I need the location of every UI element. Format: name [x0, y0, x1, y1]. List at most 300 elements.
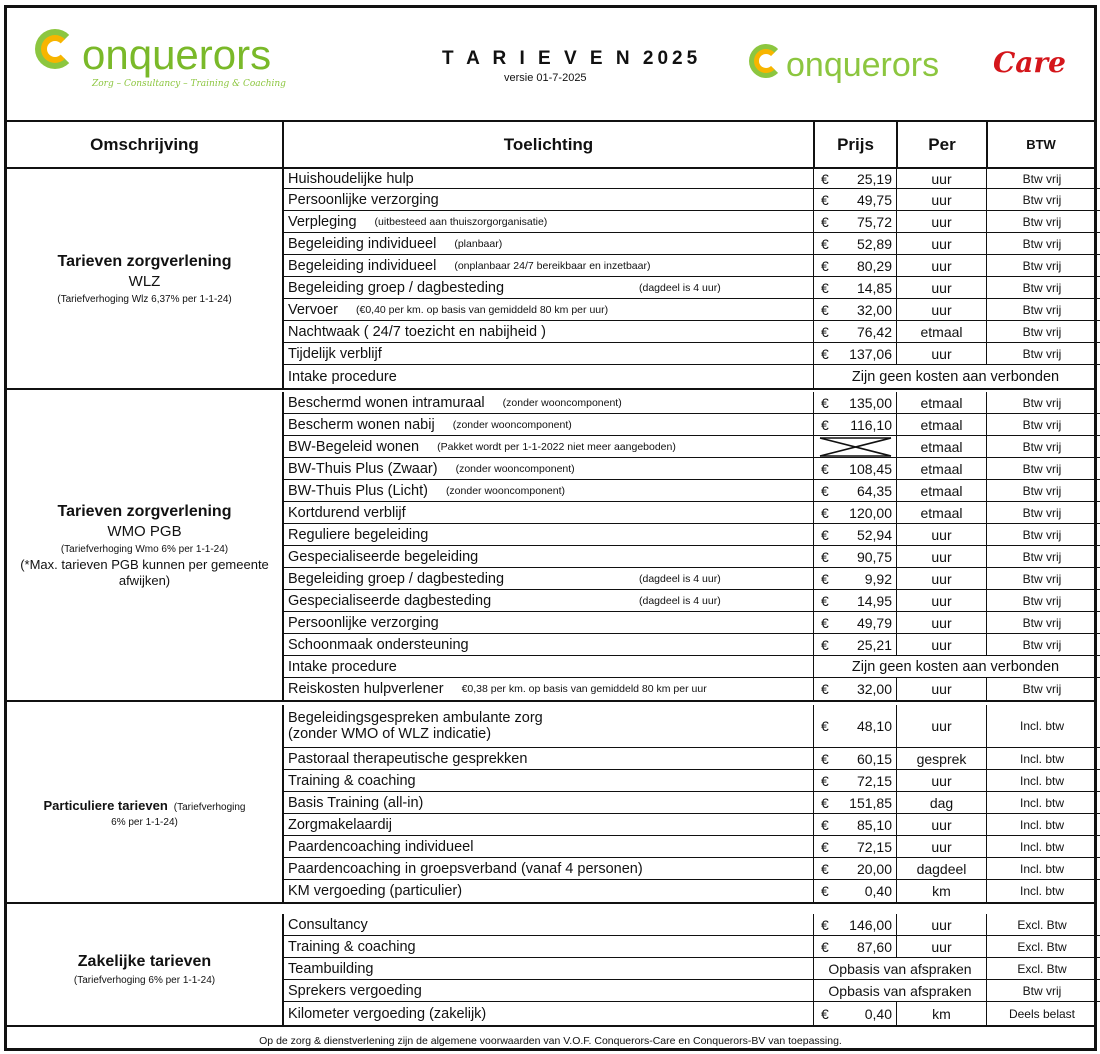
- table-row: [284, 656, 1100, 678]
- row-unit: uur: [897, 770, 987, 791]
- row-agreement-note: Opbasis van afspraken: [814, 980, 987, 1001]
- table-row: [284, 414, 1100, 436]
- conquerors-care-logo: onquerors: [749, 43, 939, 85]
- row-label: Intake procedure: [288, 368, 397, 385]
- price-value: 64,35: [856, 482, 892, 499]
- row-unit: dagdeel: [897, 858, 987, 879]
- row-description: [284, 936, 814, 957]
- table-header: [7, 122, 1094, 169]
- table-row: [284, 189, 1100, 211]
- conquerors-care-c-mark-icon: [749, 44, 785, 80]
- section-name: Particuliere tarieven: [43, 798, 168, 813]
- table-row: [284, 211, 1100, 233]
- row-vat: Btw vrij: [1022, 417, 1062, 432]
- currency-symbol: €: [821, 883, 829, 899]
- row-note: €0,38 per km. op basis van gemiddeld 80 km per uur: [461, 683, 707, 695]
- table-row: [284, 705, 1100, 748]
- row-price: [814, 678, 897, 700]
- header: [7, 8, 1094, 122]
- row-note: (€0,40 per km. op basis van gemiddeld 80 km per uur): [355, 303, 609, 316]
- table-row: [284, 814, 1100, 836]
- currency-symbol: €: [821, 482, 829, 499]
- price-value: 116,10: [850, 416, 892, 433]
- section-3: [7, 914, 1094, 1027]
- price-value: 108,45: [849, 460, 892, 477]
- row-unit: etmaal: [897, 436, 987, 457]
- table-row: [284, 678, 1100, 700]
- row-unit: uur: [897, 590, 987, 611]
- row-unit: uur: [897, 189, 987, 210]
- currency-symbol: €: [821, 301, 829, 318]
- row-description: [284, 169, 814, 188]
- row-label: Sprekers vergoeding: [288, 982, 422, 999]
- row-description: [284, 836, 814, 857]
- row-description: [284, 980, 814, 1001]
- row-label: Vervoer: [288, 301, 338, 318]
- price-value: 72,15: [856, 772, 892, 789]
- currency-symbol: €: [821, 213, 829, 230]
- price-value: 135,00: [849, 394, 892, 411]
- section-note: (Tariefverhoging Wlz 6,37% per 1-1-24): [57, 293, 232, 305]
- row-vat: Btw vrij: [1022, 346, 1062, 361]
- row-description: [284, 705, 814, 747]
- currency-symbol: €: [821, 794, 829, 811]
- row-note: (dagdeel is 4 uur): [639, 281, 721, 294]
- row-vat: Btw vrij: [1022, 615, 1062, 630]
- row-unit: etmaal: [897, 392, 987, 413]
- row-label: Paardencoaching individueel: [288, 838, 474, 855]
- row-vat: Incl. btw: [1019, 773, 1064, 788]
- row-vat: Incl. btw: [1019, 839, 1064, 854]
- currency-symbol: €: [821, 191, 829, 208]
- price-value: 49,79: [856, 614, 892, 631]
- row-description: [284, 914, 814, 935]
- currency-symbol: €: [821, 1005, 829, 1022]
- table-row: [284, 634, 1100, 656]
- row-label: BW-Thuis Plus (Zwaar): [288, 460, 438, 477]
- section-0: [7, 169, 1094, 390]
- crossed-out-icon: [814, 436, 896, 457]
- section-note: (Tariefverhoging Wmo 6% per 1-1-24): [60, 544, 229, 555]
- table-row: [284, 1002, 1100, 1025]
- row-note: (zonder wooncomponent): [445, 484, 566, 497]
- row-description: [284, 233, 814, 254]
- currency-symbol: €: [821, 394, 829, 411]
- row-label: Teambuilding: [288, 960, 374, 977]
- row-description: [284, 880, 814, 902]
- row-vat: Btw vrij: [1022, 171, 1062, 186]
- table-row: [284, 365, 1100, 388]
- row-label: Zorgmakelaardij: [288, 816, 392, 833]
- row-price: [814, 255, 897, 276]
- row-unit: uur: [897, 914, 987, 935]
- table-row: [284, 612, 1100, 634]
- row-note: (planbaar): [454, 237, 503, 250]
- currency-symbol: €: [821, 257, 829, 274]
- section-sub: WMO PGB: [107, 523, 182, 540]
- currency-symbol: €: [821, 570, 829, 587]
- row-label: Nachtwaak ( 24/7 toezicht en nabijheid ): [288, 323, 546, 340]
- row-vat: Btw vrij: [1022, 302, 1062, 317]
- row-unit: uur: [897, 233, 987, 254]
- row-vat: Excl. Btw: [1017, 917, 1067, 932]
- row-unit: uur: [897, 169, 987, 188]
- row-description: [284, 678, 814, 700]
- row-vat: Incl. btw: [1019, 817, 1064, 832]
- section-label: [7, 914, 284, 1025]
- row-unit: dag: [897, 792, 987, 813]
- row-unit: uur: [897, 678, 987, 700]
- row-label: Basis Training (all-in): [288, 794, 424, 811]
- col-toelichting: Toelichting: [284, 122, 815, 167]
- row-description: [284, 792, 814, 813]
- price-value: 9,92: [864, 570, 892, 587]
- row-vat: Btw vrij: [1022, 527, 1062, 542]
- row-label-line2: (zonder WMO of WLZ indicatie): [288, 726, 492, 742]
- row-description: [284, 502, 814, 523]
- row-description: [284, 189, 814, 210]
- table-row: [284, 480, 1100, 502]
- row-label: Gespecialiseerde dagbesteding: [288, 592, 492, 609]
- currency-symbol: €: [821, 860, 829, 877]
- row-description: [284, 365, 814, 388]
- row-description: [284, 748, 814, 769]
- row-price: [814, 858, 897, 879]
- row-label: Begeleiding individueel: [288, 235, 437, 252]
- row-note: (Pakket wordt per 1-1-2022 niet meer aangeboden): [437, 440, 676, 453]
- row-note: (zonder wooncomponent): [502, 396, 622, 409]
- row-description: [284, 277, 814, 298]
- row-price: [814, 233, 897, 254]
- currency-symbol: €: [821, 460, 829, 477]
- table-row: [284, 524, 1100, 546]
- section-note-pgb: (*Max. tarieven PGB kunnen per gemeente afwijken): [20, 557, 269, 588]
- table-row: [284, 321, 1100, 343]
- currency-symbol: €: [821, 636, 829, 653]
- price-value: 14,95: [856, 592, 892, 609]
- table-row: [284, 568, 1100, 590]
- table-row: [284, 980, 1100, 1002]
- price-value: 85,10: [856, 816, 892, 833]
- row-unit: uur: [897, 546, 987, 567]
- row-unit: uur: [897, 836, 987, 857]
- row-price: [814, 299, 897, 320]
- row-description: [284, 634, 814, 655]
- price-value: 75,72: [856, 213, 892, 230]
- row-price: [814, 814, 897, 835]
- row-description: [284, 958, 814, 979]
- price-value: 80,29: [856, 257, 892, 274]
- section-name-line: [43, 797, 245, 813]
- row-unit: uur: [897, 255, 987, 276]
- table-row: [284, 836, 1100, 858]
- row-vat: Btw vrij: [1022, 461, 1062, 476]
- section-label: [7, 392, 284, 700]
- row-vat: Btw vrij: [1022, 439, 1062, 454]
- section-note: (Tariefverhoging 6% per 1-1-24): [73, 975, 216, 986]
- rate-sheet: [4, 5, 1097, 1051]
- section-label: [7, 169, 284, 388]
- care-wordmark: Care: [993, 46, 1066, 79]
- row-label: Kilometer vergoeding (zakelijk): [288, 1005, 487, 1022]
- row-price: [814, 936, 897, 957]
- table-row: [284, 436, 1100, 458]
- currency-symbol: €: [821, 772, 829, 789]
- price-value: 14,85: [856, 279, 892, 296]
- row-description: [284, 546, 814, 567]
- row-unit: uur: [897, 343, 987, 364]
- row-description: [284, 436, 814, 457]
- row-price: [814, 590, 897, 611]
- row-label: Verpleging: [288, 213, 357, 230]
- row-unit: gesprek: [897, 748, 987, 769]
- row-price: [814, 480, 897, 501]
- currency-symbol: €: [821, 916, 829, 933]
- row-label: Consultancy: [288, 916, 368, 933]
- row-label: Reiskosten hulpverlener: [288, 681, 444, 697]
- row-unit: uur: [897, 814, 987, 835]
- row-description: [284, 299, 814, 320]
- row-vat: Btw vrij: [1022, 483, 1062, 498]
- row-vat: Incl. btw: [1019, 795, 1064, 810]
- row-label: Kortdurend verblijf: [288, 504, 406, 521]
- row-price: [814, 436, 897, 457]
- row-label: Training & coaching: [288, 938, 416, 955]
- currency-symbol: €: [821, 279, 829, 296]
- row-label: Pastoraal therapeutische gesprekken: [288, 750, 528, 767]
- row-price: [814, 458, 897, 479]
- row-vat: Btw vrij: [1022, 324, 1062, 339]
- section-label: [7, 705, 284, 902]
- row-unit: uur: [897, 612, 987, 633]
- price-value: 0,40: [864, 1005, 892, 1022]
- price-value: 137,06: [849, 345, 892, 362]
- currency-symbol: €: [821, 614, 829, 631]
- row-unit: uur: [897, 705, 987, 747]
- row-description: [284, 814, 814, 835]
- table-row: [284, 590, 1100, 612]
- row-note: (dagdeel is 4 uur): [639, 572, 721, 585]
- table-row: [284, 858, 1100, 880]
- row-price: [814, 792, 897, 813]
- version-label: versie 01-7-2025: [504, 72, 587, 84]
- row-price: [814, 502, 897, 523]
- row-unit: uur: [897, 299, 987, 320]
- row-vat: Btw vrij: [1022, 637, 1062, 652]
- row-vat: Incl. btw: [1019, 719, 1064, 733]
- row-note: (dagdeel is 4 uur): [639, 594, 721, 607]
- row-description: [284, 1002, 814, 1025]
- row-agreement-note: Opbasis van afspraken: [814, 958, 987, 979]
- row-unit: etmaal: [897, 414, 987, 435]
- currency-symbol: €: [821, 816, 829, 833]
- currency-symbol: €: [821, 681, 829, 697]
- table-row: [284, 392, 1100, 414]
- row-label: Training & coaching: [288, 772, 416, 789]
- currency-symbol: €: [821, 323, 829, 340]
- price-value: 48,10: [856, 718, 892, 734]
- currency-symbol: €: [821, 718, 829, 734]
- row-no-cost-note: Zijn geen kosten aan verbonden: [851, 658, 1060, 675]
- row-price: [814, 414, 897, 435]
- row-description: [284, 321, 814, 342]
- price-value: 52,94: [856, 526, 892, 543]
- table-row: [284, 343, 1100, 365]
- row-unit: etmaal: [897, 458, 987, 479]
- row-price: [814, 1002, 897, 1025]
- row-no-cost-note: Zijn geen kosten aan verbonden: [851, 368, 1060, 385]
- price-value: 52,89: [856, 235, 892, 252]
- row-note: (uitbesteed aan thuiszorgorganisatie): [374, 215, 548, 228]
- row-description: [284, 255, 814, 276]
- currency-symbol: €: [821, 416, 829, 433]
- row-label: Reguliere begeleiding: [288, 526, 429, 543]
- table-row: [284, 936, 1100, 958]
- row-label: Intake procedure: [288, 658, 397, 675]
- table-row: [284, 748, 1100, 770]
- currency-symbol: €: [821, 235, 829, 252]
- row-note: (onplanbaar 24/7 bereikbaar en inzetbaar): [454, 259, 651, 272]
- row-description: [284, 590, 814, 611]
- table-row: [284, 502, 1100, 524]
- section-note: 6% per 1-1-24): [111, 817, 178, 828]
- row-unit: uur: [897, 277, 987, 298]
- currency-symbol: €: [821, 170, 829, 187]
- footer-terms: Op de zorg & dienstverlening zijn de algemene voorwaarden van V.O.F. Conquerors-Care en Conquerors-BV van toepassing.: [259, 1035, 842, 1047]
- section-name: Tarieven zorgverlening: [57, 252, 232, 270]
- row-label: Begeleiding individueel: [288, 257, 437, 274]
- row-label: Gespecialiseerde begeleiding: [288, 548, 479, 565]
- conquerors-c-mark-icon: [35, 29, 81, 75]
- section-1: [7, 392, 1094, 702]
- row-description: [284, 458, 814, 479]
- table-row: [284, 880, 1100, 902]
- conquerors-logo: onquerors: [35, 28, 271, 80]
- currency-symbol: €: [821, 526, 829, 543]
- row-price: [814, 612, 897, 633]
- row-vat: Excl. Btw: [1017, 939, 1067, 954]
- row-price: [814, 568, 897, 589]
- price-value: 90,75: [856, 548, 892, 565]
- row-label: BW-Begeleid wonen: [288, 438, 420, 455]
- row-price: [814, 524, 897, 545]
- row-label: BW-Thuis Plus (Licht): [288, 482, 428, 499]
- row-note: (zonder wooncomponent): [452, 418, 572, 431]
- row-label: Huishoudelijke hulp: [288, 170, 414, 187]
- row-vat: Deels belast: [1008, 1006, 1076, 1021]
- row-vat: Btw vrij: [1022, 214, 1062, 229]
- row-price: [814, 211, 897, 232]
- table-row: [284, 546, 1100, 568]
- row-unit: km: [897, 1002, 987, 1025]
- table-row: [284, 770, 1100, 792]
- row-price: [814, 343, 897, 364]
- row-price: [814, 770, 897, 791]
- table-row: [284, 792, 1100, 814]
- row-description: [284, 858, 814, 879]
- row-unit: etmaal: [897, 321, 987, 342]
- price-value: 87,60: [856, 938, 892, 955]
- table-row: [284, 958, 1100, 980]
- row-unit: etmaal: [897, 480, 987, 501]
- row-vat: Btw vrij: [1022, 593, 1062, 608]
- currency-symbol: €: [821, 592, 829, 609]
- row-unit: uur: [897, 568, 987, 589]
- row-price: [814, 880, 897, 902]
- price-value: 60,15: [856, 750, 892, 767]
- row-description: [284, 480, 814, 501]
- row-unit: km: [897, 880, 987, 902]
- row-vat: Btw vrij: [1022, 682, 1062, 696]
- row-price: [814, 321, 897, 342]
- row-description: [284, 414, 814, 435]
- section-name: Zakelijke tarieven: [77, 953, 212, 970]
- price-value: 0,40: [864, 883, 892, 899]
- row-label: KM vergoeding (particulier): [288, 883, 463, 899]
- currency-symbol: €: [821, 838, 829, 855]
- row-vat: Btw vrij: [1022, 395, 1062, 410]
- table-row: [284, 233, 1100, 255]
- row-label: Beschermd wonen intramuraal: [288, 394, 485, 411]
- row-price: [814, 748, 897, 769]
- row-vat: Btw vrij: [1022, 280, 1062, 295]
- row-label: Persoonlijke verzorging: [288, 614, 439, 631]
- row-price: [814, 392, 897, 413]
- row-label: Tijdelijk verblijf: [288, 345, 382, 362]
- row-price: [814, 705, 897, 747]
- row-vat: Btw vrij: [1022, 505, 1062, 520]
- row-unit: etmaal: [897, 502, 987, 523]
- price-value: 76,42: [856, 323, 892, 340]
- currency-symbol: €: [821, 750, 829, 767]
- price-value: 151,85: [849, 794, 892, 811]
- row-price: [814, 169, 897, 188]
- row-unit: uur: [897, 524, 987, 545]
- table-row: [284, 255, 1100, 277]
- table-row: [284, 299, 1100, 321]
- col-omschrijving: Omschrijving: [7, 122, 284, 167]
- table-row: [284, 458, 1100, 480]
- price-value: 120,00: [849, 504, 892, 521]
- row-note: (zonder wooncomponent): [455, 462, 575, 475]
- row-label: Persoonlijke verzorging: [288, 191, 439, 208]
- row-price: [814, 189, 897, 210]
- row-description: [284, 612, 814, 633]
- row-unit: uur: [897, 211, 987, 232]
- price-value: 25,19: [856, 170, 892, 187]
- col-per: Per: [898, 122, 988, 167]
- row-label: Begeleidingsgespreken ambulante zorg: [288, 710, 543, 726]
- row-description: [284, 568, 814, 589]
- table-row: [284, 169, 1100, 189]
- row-description: [284, 656, 814, 677]
- row-price: [814, 836, 897, 857]
- row-label: Paardencoaching in groepsverband (vanaf 4 personen): [288, 860, 643, 877]
- row-price: [814, 634, 897, 655]
- currency-symbol: €: [821, 345, 829, 362]
- row-vat: Excl. Btw: [1017, 961, 1067, 976]
- row-description: [284, 211, 814, 232]
- row-description: [284, 392, 814, 413]
- row-price: [814, 914, 897, 935]
- row-vat: Btw vrij: [1022, 192, 1062, 207]
- row-vat: Btw vrij: [1022, 258, 1062, 273]
- row-label: Schoonmaak ondersteuning: [288, 636, 469, 653]
- price-value: 25,21: [856, 636, 892, 653]
- col-prijs: Prijs: [815, 122, 898, 167]
- section-name: Tarieven zorgverlening: [57, 503, 232, 520]
- row-price: [814, 546, 897, 567]
